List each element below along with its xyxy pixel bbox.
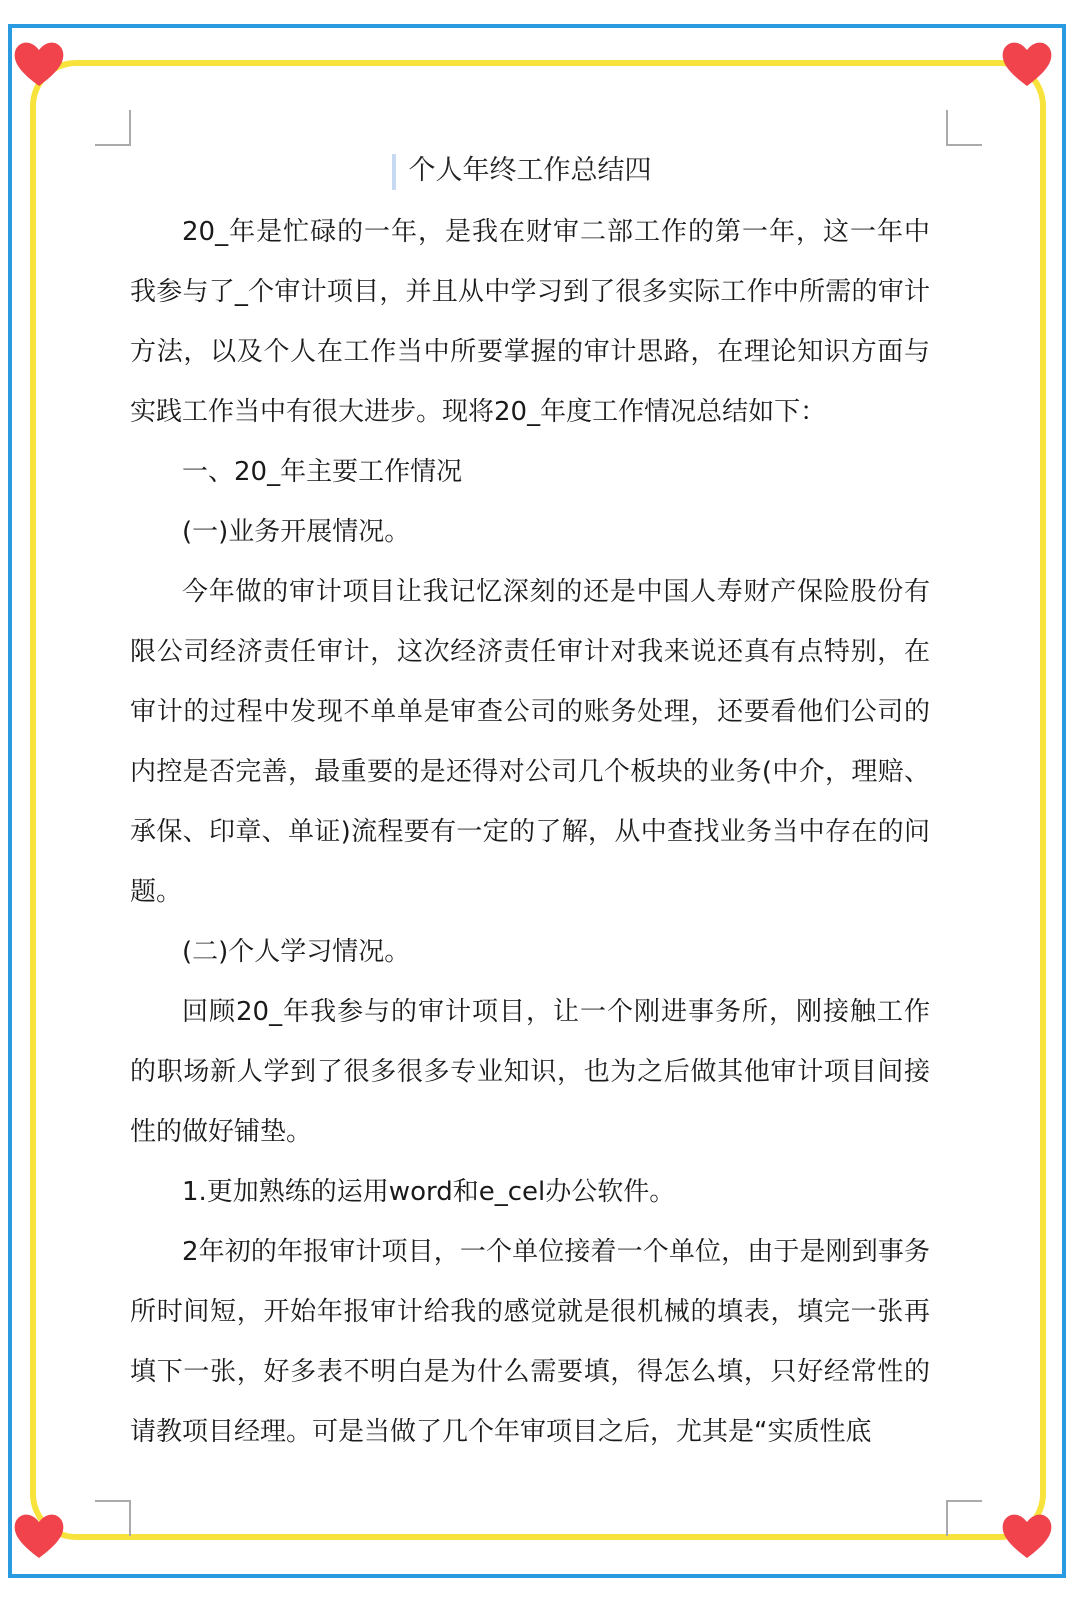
- text-cursor: [392, 154, 396, 190]
- subsection-heading: (一)业务开展情况。: [182, 517, 411, 547]
- document-title-line: [130, 140, 930, 202]
- document-body: [130, 140, 930, 1462]
- subsection-heading: (二)个人学习情况。: [182, 937, 411, 967]
- document-title: 个人年终工作总结四: [408, 155, 652, 186]
- heart-icon: [12, 1510, 66, 1560]
- crop-mark-bottom-left: [95, 1500, 131, 1536]
- paragraph: 今年做的审计项目让我记忆深刻的还是中国人寿财产保险股份有限公司经济责任审计，这次经济责任审计对我来说还真有点特别，在审计的过程中发现不单单是审查公司的账务处理，还要看他们公司的内控是否完善，最重要的是还得对公司几个板块的业务(中介，理赔、承保、印章、单证)流程要有一定的了解，从中查找业务当中存在的问题。: [130, 577, 930, 907]
- paragraph: 回顾20_年我参与的审计项目，让一个刚进事务所，刚接触工作的职场新人学到了很多很多专业知识，也为之后做其他审计项目间接性的做好铺垫。: [130, 997, 930, 1147]
- heart-icon: [1000, 1510, 1054, 1560]
- section-heading: 一、20_年主要工作情况: [182, 457, 463, 487]
- crop-mark-bottom-right: [946, 1500, 982, 1536]
- crop-mark-top-right: [946, 110, 982, 146]
- list-item: 1.更加熟练的运用word和e_cel办公软件。: [182, 1177, 676, 1207]
- list-item: 2年初的年报审计项目，一个单位接着一个单位，由于是刚到事务所时间短，开始年报审计给我的感觉就是很机械的填表，填完一张再填下一张，好多表不明白是为什么需要填，得怎么填，只好经常性的请教项目经理。可是当做了几个年审项目之后，尤其是“实质性底: [130, 1237, 930, 1447]
- heart-icon: [1000, 38, 1054, 88]
- heart-icon: [12, 38, 66, 88]
- crop-mark-top-left: [95, 110, 131, 146]
- paragraph: 20_年是忙碌的一年，是我在财审二部工作的第一年，这一年中我参与了_个审计项目，并且从中学习到了很多实际工作中所需的审计方法，以及个人在工作当中所要掌握的审计思路，在理论知识方面与实践工作当中有很大进步。现将20_年度工作情况总结如下：: [130, 217, 930, 427]
